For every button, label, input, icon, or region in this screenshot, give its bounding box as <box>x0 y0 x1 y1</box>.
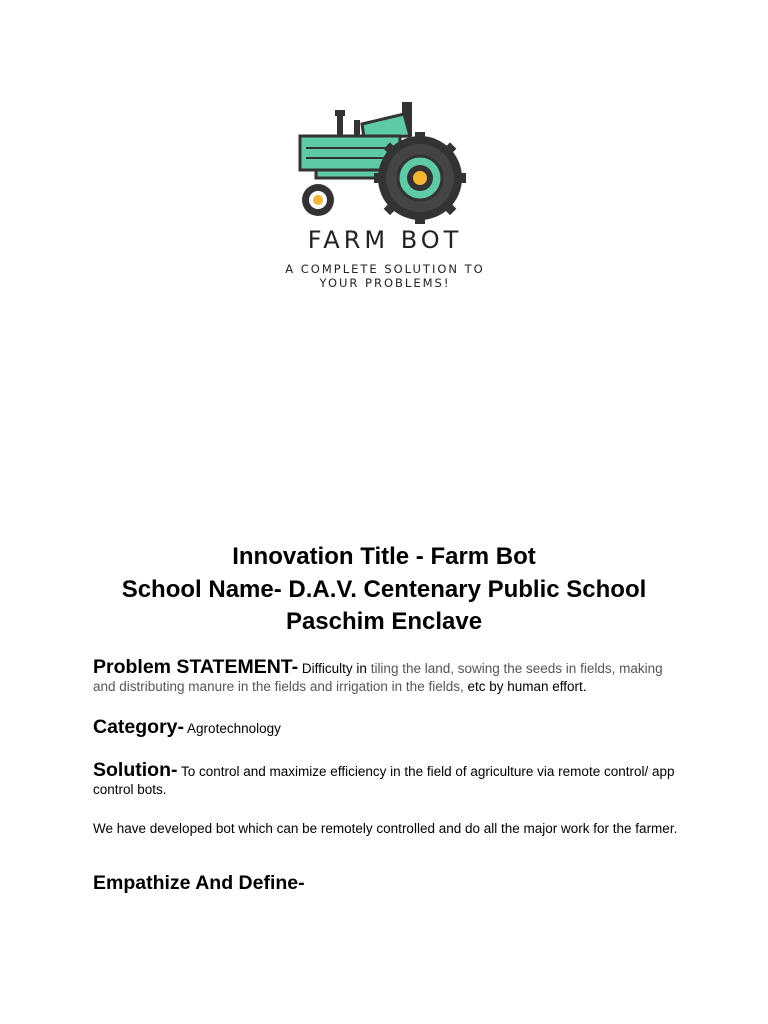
empathize-section <box>93 874 683 894</box>
solution-section <box>93 761 683 799</box>
brand-tagline <box>260 262 510 290</box>
category-text: Agrotechnology <box>187 721 281 736</box>
category-section <box>93 718 683 738</box>
empathize-heading: Empathize And Define- <box>93 872 305 894</box>
description-paragraph: We have developed bot which can be remotely controlled and do all the major work for the farmer. <box>93 821 678 836</box>
problem-text-c: etc by human effort. <box>467 679 587 694</box>
problem-text-b: tiling the land, sowing the seeds in fields, making and distributing manure in the fields and irrigation in the fields, <box>93 661 663 694</box>
solution-heading: Solution- <box>93 759 178 781</box>
brand-tagline-line2: YOUR PROBLEMS! <box>319 276 451 290</box>
brand-tagline-line1: A COMPLETE SOLUTION TO <box>285 262 485 276</box>
problem-statement <box>93 658 683 696</box>
brand-name: FARM BOT <box>307 226 463 254</box>
solution-text: To control and maximize efficiency in the field of agriculture via remote control/ app control bots. <box>93 764 675 797</box>
category-heading: Category- <box>93 716 185 738</box>
tractor-icon <box>292 96 477 226</box>
problem-text-a: Difficulty in <box>301 661 367 676</box>
farm-bot-logo <box>260 96 510 296</box>
title-block <box>0 541 768 639</box>
school-name: School Name- D.A.V. Centenary Public School <box>121 575 647 603</box>
problem-heading: Problem STATEMENT- <box>93 656 299 678</box>
school-name-cont: Paschim Enclave <box>285 608 483 635</box>
innovation-title: Innovation Title - Farm Bot <box>232 543 536 570</box>
